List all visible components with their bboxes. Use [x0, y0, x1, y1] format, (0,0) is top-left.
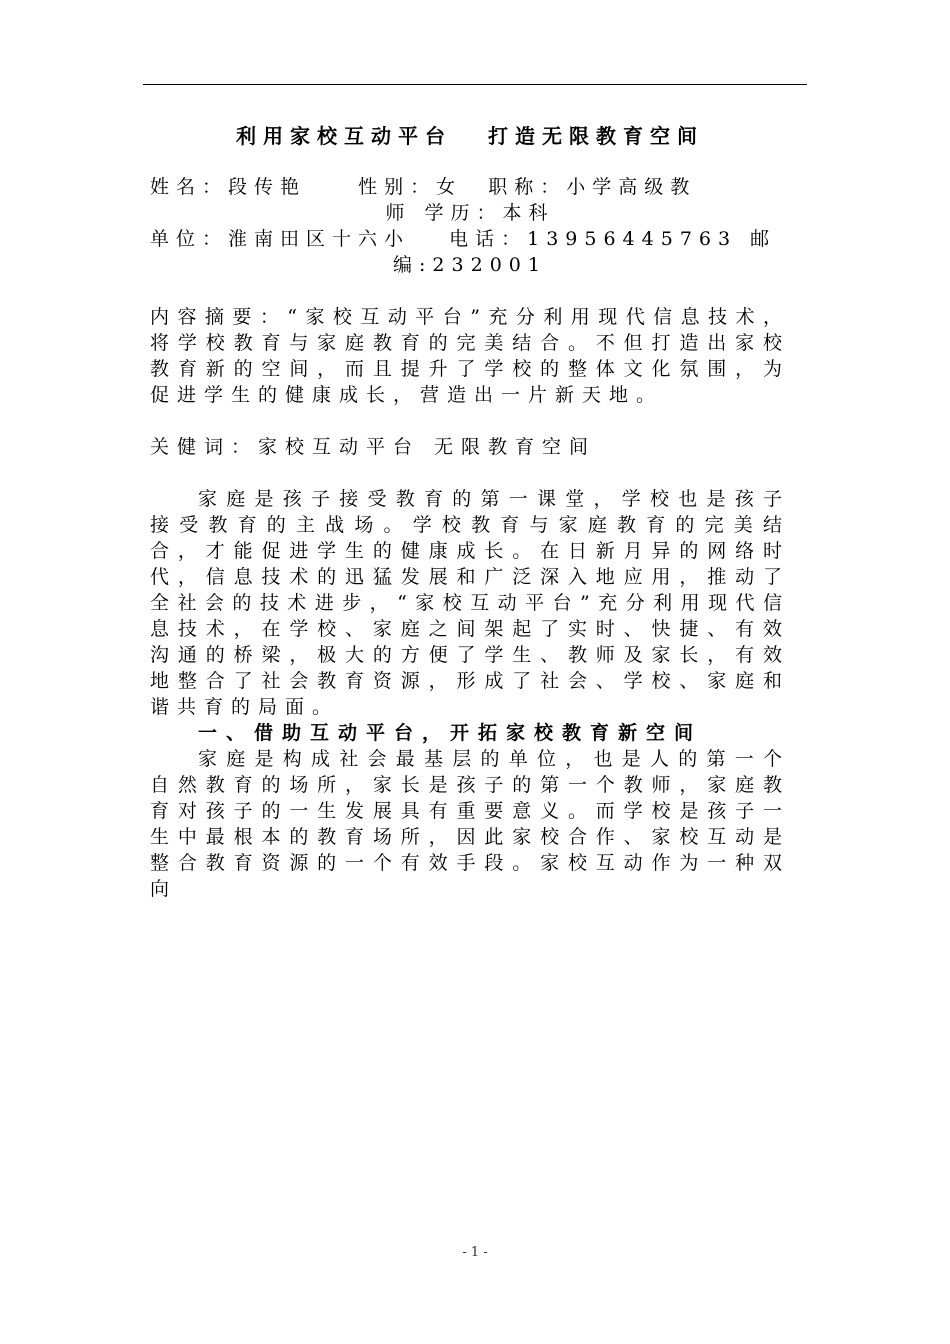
author-info-line1-cont: 师 学历：本科	[385, 202, 555, 224]
title-part2: 打造无限教育空间	[488, 124, 704, 148]
author-info-line2-text: 单位：淮南田区十六小 电话：13956445763 邮	[150, 228, 777, 250]
paragraph-1: 家庭是孩子接受教育的第一课堂，学校也是孩子接受教育的主战场。学校教育与家庭教育的完美结合，才能促进学生的健康成长。在日新月异的网络时代，信息技术的迅猛发展和广泛深入地应用，推动了全社会的技术进步，“家校互动平台”充分利用现代信息技术，在学校、家庭之间架起了实时、快捷、有效沟通的桥梁，极大的方便了学生、教师及家长，有效地整合了社会教育资源，形成了社会、学校、家庭和谐共育的局面。	[150, 488, 790, 718]
document-body	[150, 118, 790, 902]
document-title	[150, 118, 790, 154]
section-heading-1: 一、借助互动平台，开拓家校教育新空间	[198, 722, 703, 744]
abstract: 内容摘要：“家校互动平台”充分利用现代信息技术，将学校教育与家庭教育的完美结合。不但打造出家校教育新的空间，而且提升了学校的整体文化氛围，为促进学生的健康成长，营造出一片新天地。	[150, 306, 790, 406]
author-info-line2-cont: 编:232001	[393, 254, 547, 276]
header-rule	[143, 84, 807, 85]
author-info-line1-text: 姓名：段传艳 性别：女 职称：小学高级教	[150, 176, 697, 198]
paragraph-2: 家庭是构成社会最基层的单位，也是人的第一个自然教育的场所，家长是孩子的第一个教师，家庭教育对孩子的一生发展具有重要意义。而学校是孩子一生中最根本的教育场所，因此家校合作、家校互动是整合教育资源的一个有效手段。家校互动作为一种双向	[150, 748, 790, 900]
author-info-line2	[150, 226, 790, 278]
page-number: - 1 -	[462, 1245, 488, 1260]
title-part1: 利用家校互动平台	[236, 124, 452, 148]
author-info-line1	[150, 174, 790, 226]
keywords: 关健词：家校互动平台 无限教育空间	[150, 436, 597, 458]
